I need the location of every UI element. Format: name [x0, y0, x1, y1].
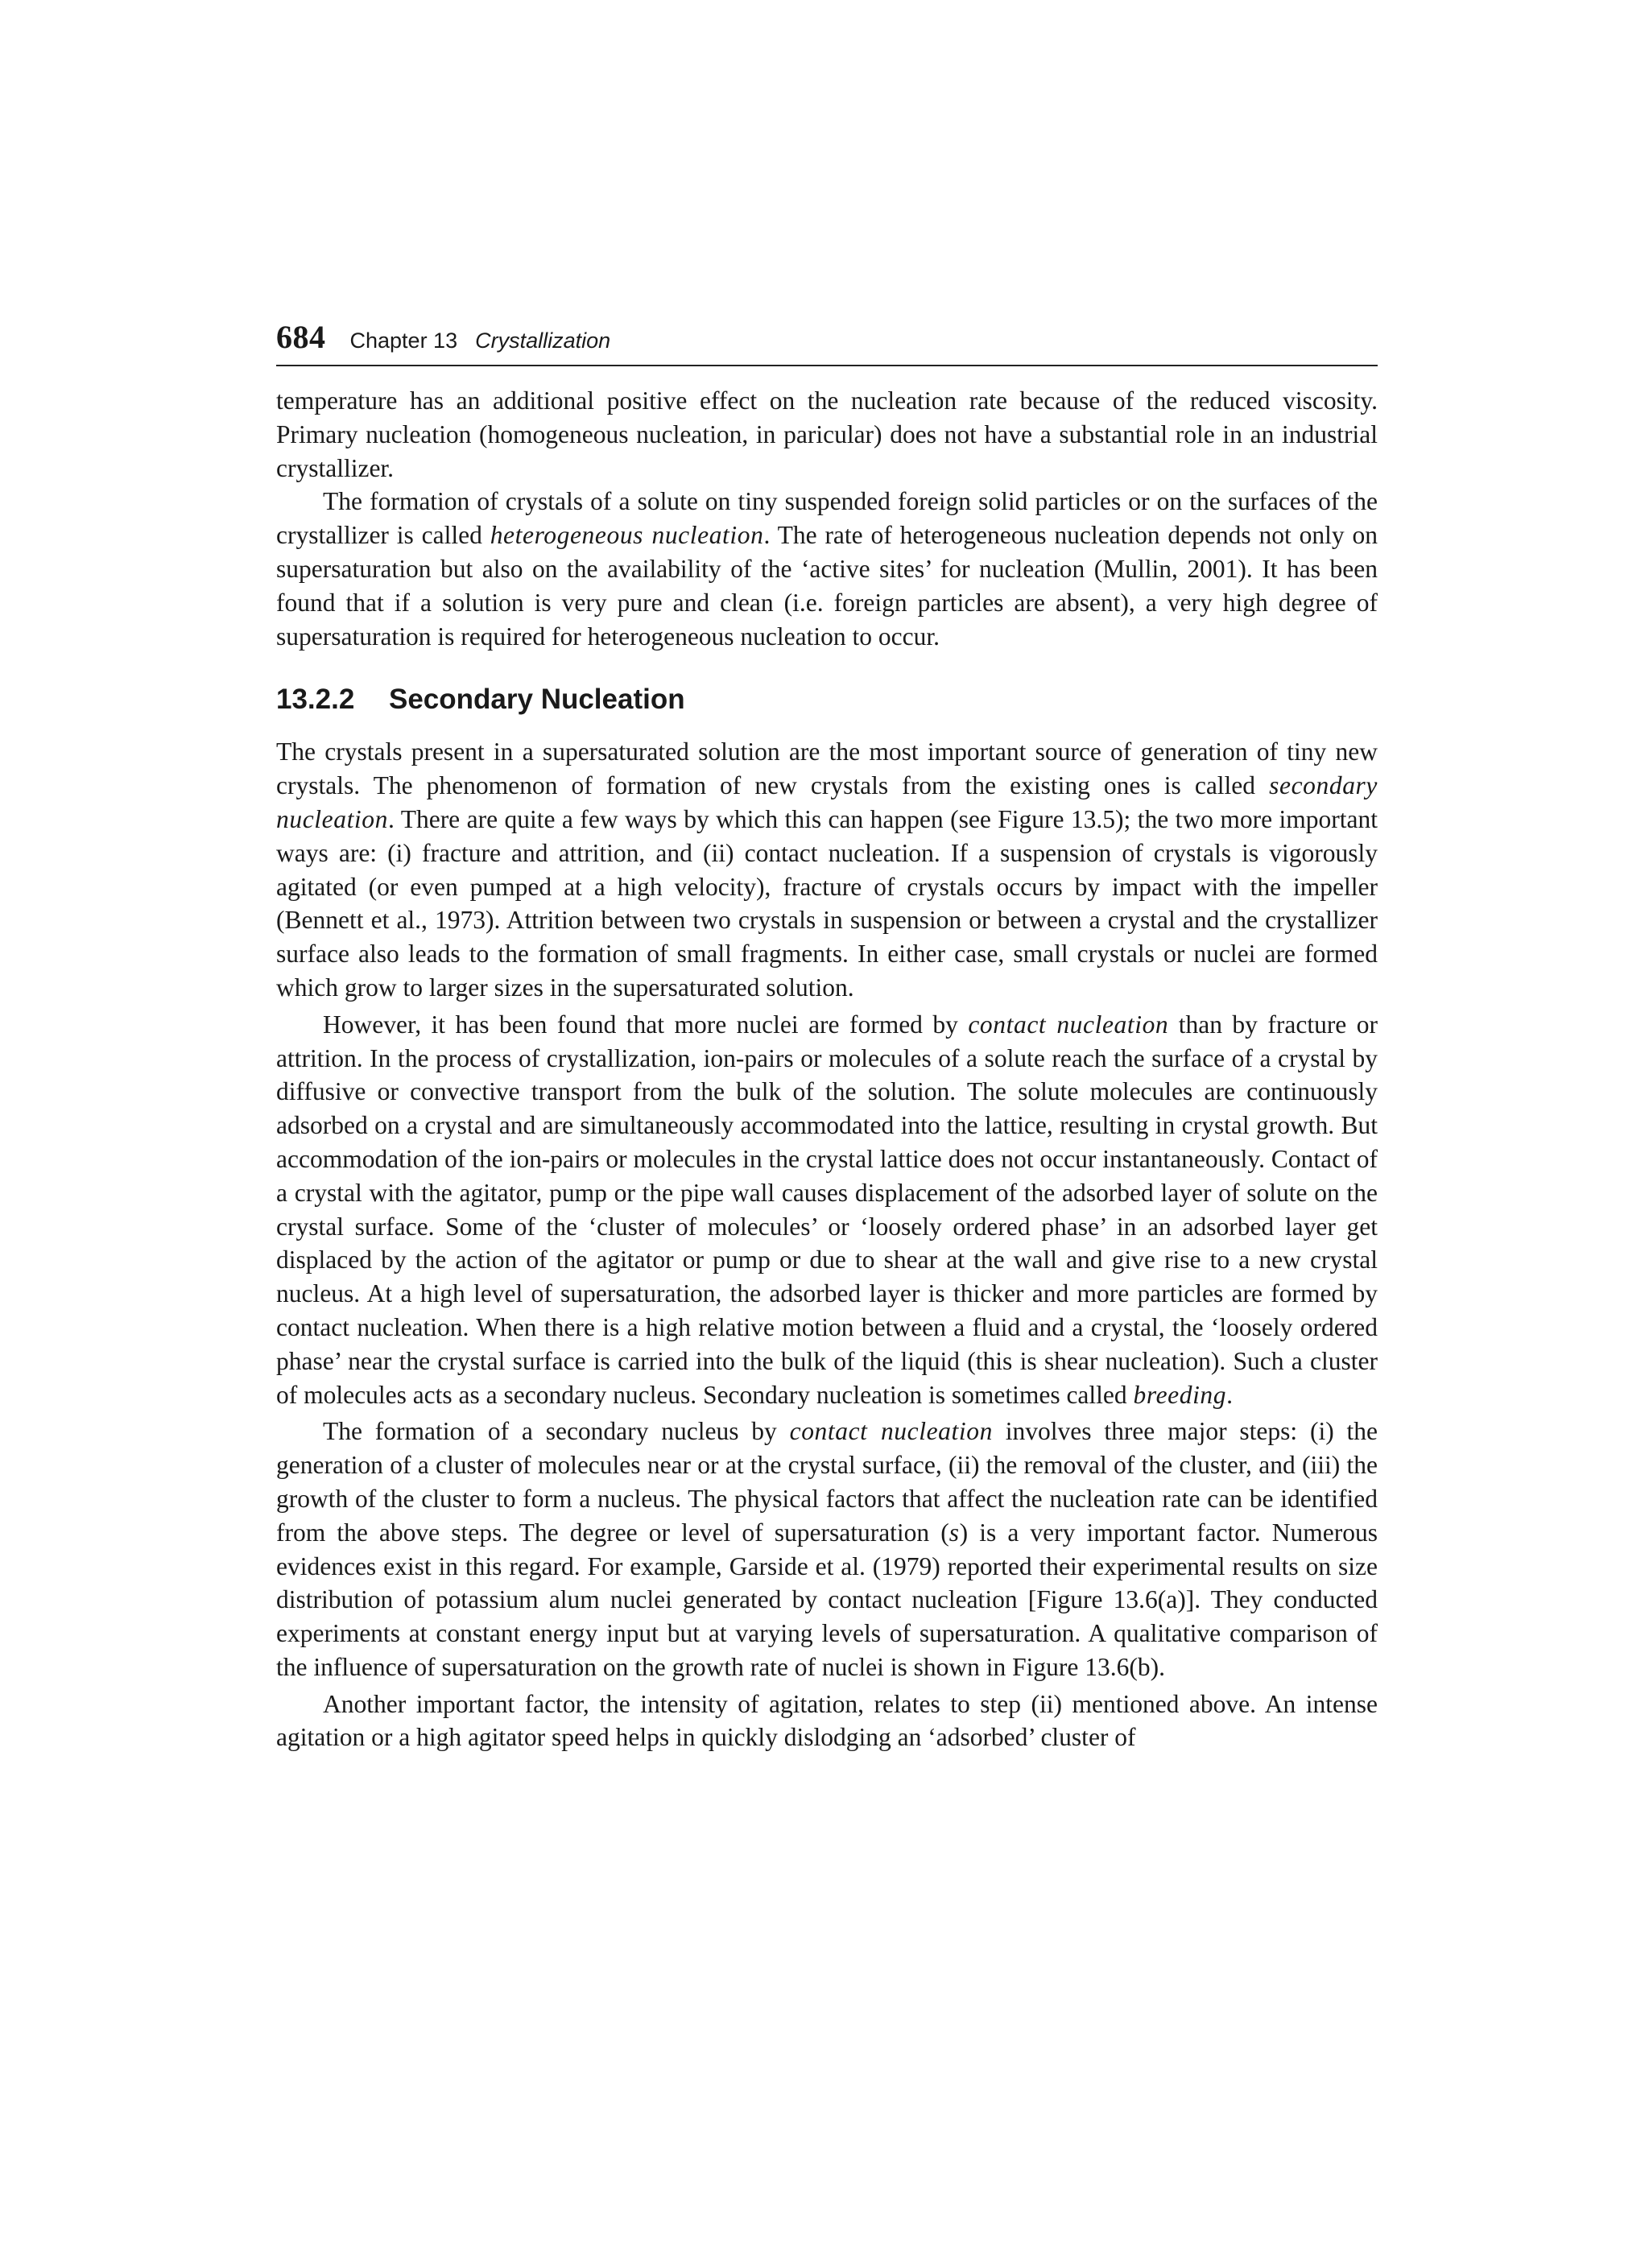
emphasis-term: breeding — [1133, 1380, 1227, 1409]
emphasis-term: contact nucleation — [968, 1010, 1169, 1039]
book-page — [276, 318, 1378, 1754]
body-text — [276, 384, 1378, 1754]
paragraph-text: . The rate of heterogeneous nucleation depends not only on supersaturation but also on the availability of the ‘active sites’ for nucleation (Mullin, 2001). It has been found that if a solution is very pure and clean (i.e. foreign particles are absent), a very high degree of supersaturation is required for heterogeneous nucleation to occur. — [276, 521, 1378, 651]
paragraph-secondary-nucleation — [276, 735, 1378, 1004]
paragraph-text: However, it has been found that more nuclei are formed by — [323, 1010, 969, 1039]
paragraph-text: The formation of crystals of a solute on tiny suspended foreign solid particles or on the surfaces of the crystallizer is called — [276, 487, 1378, 550]
chapter-title: Crystallization — [475, 328, 611, 353]
paragraph-text: than by fracture or attrition. In the process of crystallization, ion-pairs or molecules of a solute reach the surface of a crystal by diffusive or convective transport from the bulk of the solution. The solute molecules are continuously adsorbed on a crystal and are simultaneously accommodated into the lattice, resulting in crystal growth. But accommodation of the ion-pairs or molecules in the crystal lattice does not occur instantaneously. Contact of a crystal with the agitator, pump or the pipe wall causes displacement of the adsorbed layer of solute on the crystal surface. Some of the ‘cluster of molecules’ or ‘loosely ordered phase’ in an adsorbed layer get displaced by the action of the agitator or pump or due to shear at the wall and give rise to a new crystal nucleus. At a high level of supersaturation, the adsorbed layer is thicker and more particles are formed by contact nucleation. When there is a high relative motion between a fluid and a crystal, the ‘loosely ordered phase’ near the crystal surface is carried into the bulk of the liquid (this is shear nucleation). Such a cluster of molecules acts as a secondary nucleus. Secondary nucleation is sometimes called — [276, 1010, 1378, 1409]
paragraph-secondary-nucleus-steps — [276, 1415, 1378, 1683]
emphasis-term: contact nucleation — [789, 1417, 993, 1446]
paragraph-text: ) is a very important factor. Numerous evidences exist in this regard. For example, Garside et al. (1979) reported their experimental results on size distribution of potassium alum nuclei generated by contact nucleation [Figure 13.6(a)]. They conducted experiments at constant energy input but at varying levels of supersaturation. A qualitative comparison of the influence of supersaturation on the growth rate of nuclei is shown in Figure 13.6(b). — [276, 1518, 1378, 1681]
paragraph-text: . There are quite a few ways by which this can happen (see Figure 13.5); the two more important ways are: (i) fracture and attrition, and (ii) contact nucleation. If a suspension of crystals is vigorously agitated (or even pumped at a high velocity), fracture of crystals occurs by impact with the impeller (Bennett et al., 1973). Attrition between two crystals in suspension or between a crystal and the crystallizer surface also leads to the formation of small fragments. In either case, small crystals or nuclei are formed which grow to larger sizes in the supersaturated solution. — [276, 804, 1378, 1002]
section-title: Secondary Nucleation — [389, 684, 685, 716]
paragraph-text: The crystals present in a supersaturated solution are the most important source of generation of tiny new crystals. The phenomenon of formation of new crystals from the existing ones is called — [276, 737, 1378, 800]
page-number: 684 — [276, 319, 326, 355]
section-heading — [276, 684, 1378, 716]
paragraph-text: . — [1226, 1380, 1234, 1409]
emphasis-term: secondary nucleation — [276, 771, 1378, 833]
paragraph-text: involves three major steps: (i) the generation of a cluster of molecules near or at the crystal surface, (ii) the removal of the cluster, and (iii) the growth of the cluster to form a nucleus. The physical factors that affect the nucleation rate can be identified from the above steps. The degree or level of supersaturation ( — [276, 1417, 1378, 1547]
emphasis-term: heterogeneous nucleation — [490, 521, 764, 550]
chapter-label: Chapter 13 — [349, 328, 458, 353]
paragraph-heterogeneous-nucleation — [276, 485, 1378, 653]
paragraph-continued: temperature has an additional positive effect on the nucleation rate because of the reduced viscosity. Primary nucleation (homogeneous nucleation, in paricular) does not have a substantial role in an industrial crystallizer. — [276, 386, 1378, 482]
paragraph-text: The formation of a secondary nucleus by — [323, 1417, 790, 1446]
emphasis-symbol: s — [948, 1518, 960, 1547]
section-number: 13.2.2 — [276, 684, 355, 716]
paragraph-agitation: Another important factor, the intensity of agitation, relates to step (ii) mentioned above. An intense agitation or a high agitator speed helps in quickly dislodging an ‘adsorbed’ cluster of — [276, 1689, 1378, 1752]
paragraph-contact-nucleation — [276, 1008, 1378, 1412]
running-head — [276, 318, 1378, 366]
